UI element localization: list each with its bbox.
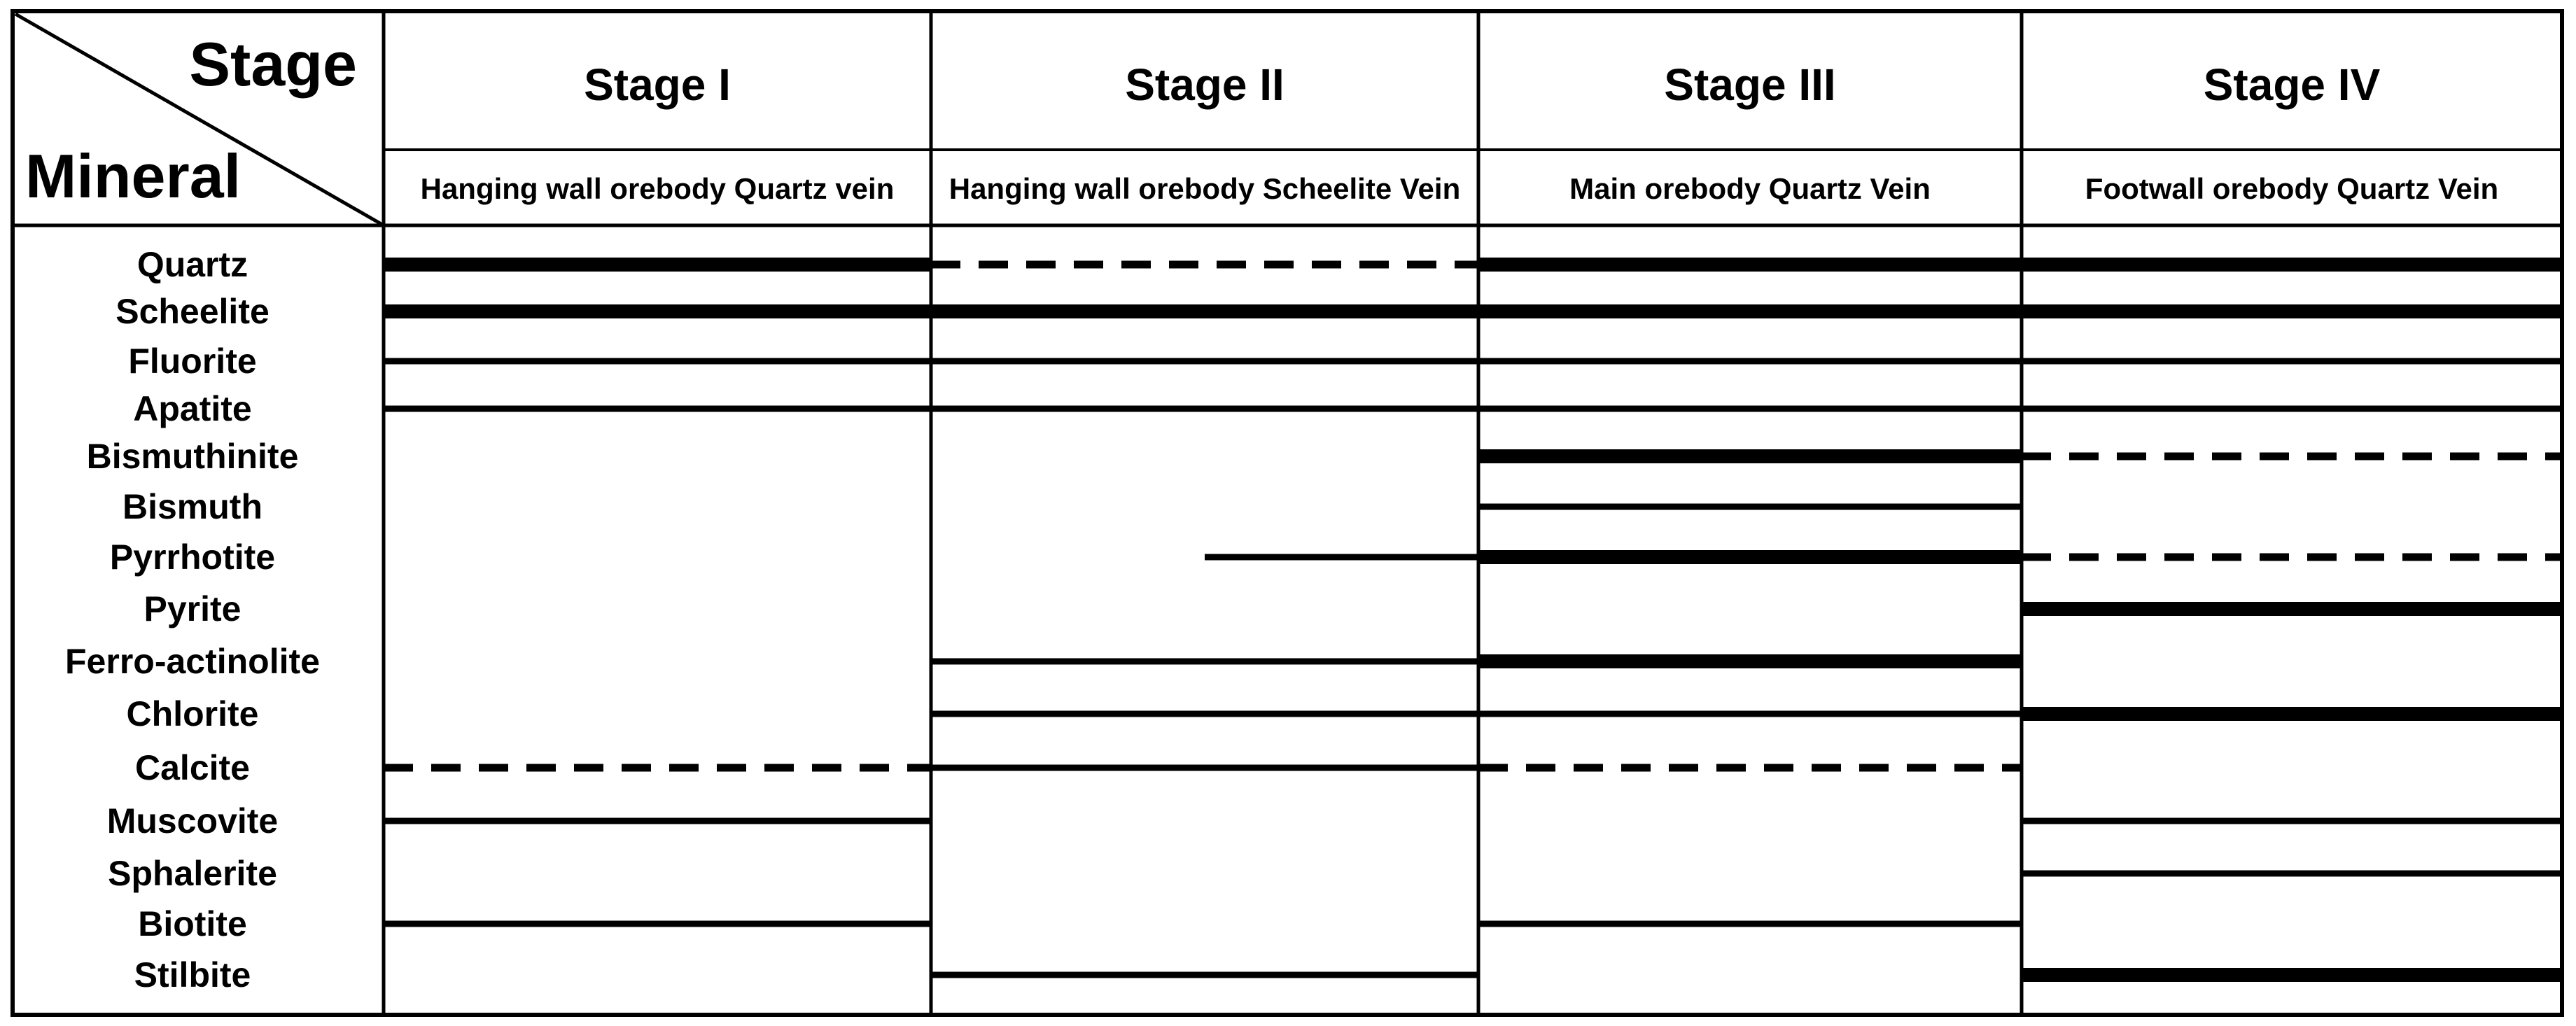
stage-subtitle-2: Hanging wall orebody Scheelite Vein — [948, 172, 1461, 205]
mineral-label-biotite: Biotite — [138, 904, 247, 943]
stage-subtitle-4: Footwall orebody Quartz Vein — [2085, 172, 2499, 205]
mineral-label-calcite: Calcite — [135, 748, 250, 787]
mineral-label-bismuthinite: Bismuthinite — [86, 437, 299, 476]
mineral-label-pyrrhotite: Pyrrhotite — [109, 537, 276, 577]
mineral-label-sphalerite: Sphalerite — [108, 854, 277, 893]
mineral-label-stilbite: Stilbite — [134, 955, 251, 995]
corner-stage-label: Stage — [189, 29, 357, 99]
mineral-label-pyrite: Pyrite — [144, 589, 241, 628]
corner-mineral-label: Mineral — [25, 141, 241, 211]
mineral-label-scheelite: Scheelite — [115, 292, 270, 331]
mineral-label-bismuth: Bismuth — [122, 487, 262, 526]
stage-title-3: Stage III — [1664, 59, 1836, 110]
stage-title-4: Stage IV — [2203, 59, 2381, 110]
mineral-label-muscovite: Muscovite — [106, 801, 279, 841]
mineral-label-chlorite: Chlorite — [126, 694, 259, 733]
stage-headers — [421, 59, 2499, 205]
mineral-label-column — [65, 245, 320, 995]
stage-subtitle-1: Hanging wall orebody Quartz vein — [420, 172, 895, 205]
stage-subtitle-3: Main orebody Quartz Vein — [1569, 172, 1931, 205]
mineral-label-ferro-actinolite: Ferro-actinolite — [65, 642, 320, 681]
mineral-bars — [384, 265, 2562, 975]
stage-title-1: Stage I — [584, 59, 731, 110]
mineral-label-quartz: Quartz — [136, 245, 248, 284]
outer-border — [13, 11, 2562, 1015]
table-frame — [13, 11, 2562, 1015]
mineral-label-apatite: Apatite — [133, 389, 252, 428]
stage-title-2: Stage II — [1125, 59, 1284, 110]
mineral-label-fluorite: Fluorite — [128, 342, 257, 381]
